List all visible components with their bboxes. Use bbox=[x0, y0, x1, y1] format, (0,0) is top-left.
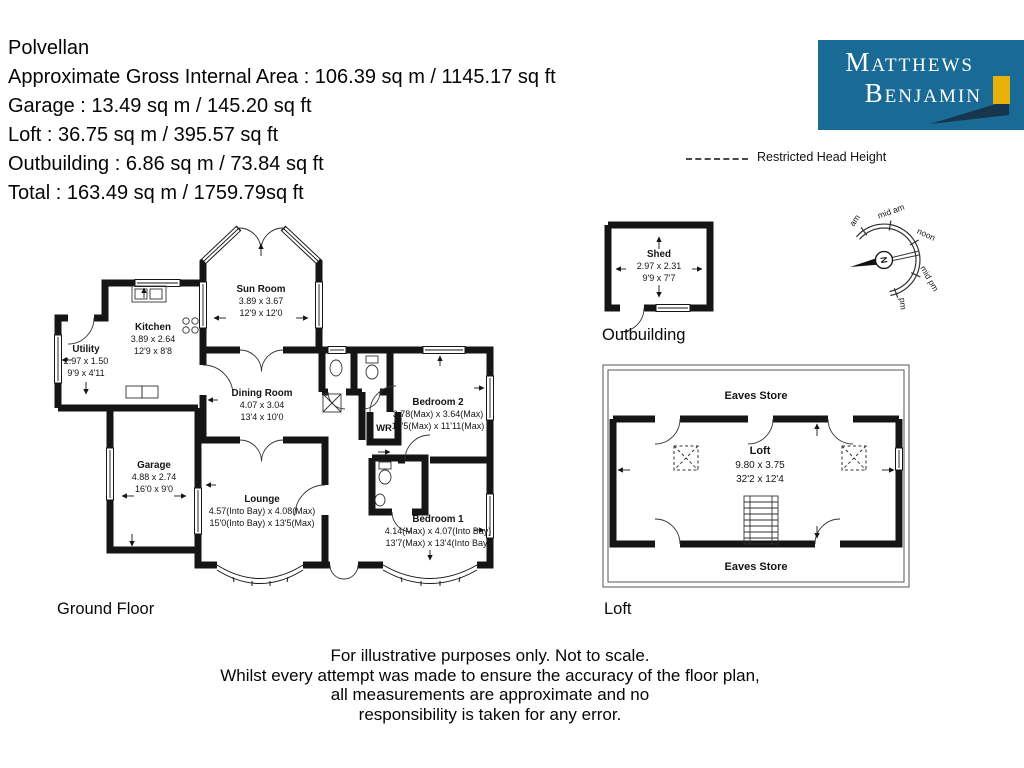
eaves-store-bottom-label: Eaves Store bbox=[724, 561, 788, 573]
svg-text:3.89 x 3.67: 3.89 x 3.67 bbox=[238, 296, 284, 306]
room-label-garage: Garage bbox=[137, 460, 171, 471]
room-label-shed: Shed bbox=[647, 249, 671, 260]
svg-text:9'9 x 7'7: 9'9 x 7'7 bbox=[642, 273, 676, 283]
logo-line-1: Matthews bbox=[845, 47, 974, 77]
svg-text:pm: pm bbox=[897, 297, 909, 311]
property-title: Polvellan bbox=[8, 37, 90, 59]
loft-caption: Loft bbox=[604, 600, 632, 618]
svg-text:4.88 x 2.74: 4.88 x 2.74 bbox=[131, 472, 177, 482]
svg-text:2.97 x 1.50: 2.97 x 1.50 bbox=[63, 356, 109, 366]
toilet-icon bbox=[366, 356, 378, 379]
basin-icon bbox=[330, 360, 342, 376]
loft-plan bbox=[600, 362, 912, 590]
svg-text:4.57(Into Bay) x 4.08(Max): 4.57(Into Bay) x 4.08(Max) bbox=[208, 506, 316, 516]
step-icon bbox=[126, 386, 142, 398]
svg-text:13'4 x 10'0: 13'4 x 10'0 bbox=[240, 412, 284, 422]
outbuilding-plan bbox=[598, 213, 728, 338]
eaves-store-top-label: Eaves Store bbox=[724, 390, 788, 402]
svg-text:15'0(Into Bay) x 13'5(Max): 15'0(Into Bay) x 13'5(Max) bbox=[209, 518, 315, 528]
restricted-head-height-label: Restricted Head Height bbox=[757, 150, 887, 164]
svg-text:9'9 x 4'11: 9'9 x 4'11 bbox=[67, 368, 105, 378]
svg-text:12'9 x 8'8: 12'9 x 8'8 bbox=[134, 346, 172, 356]
svg-text:am: am bbox=[847, 212, 863, 228]
svg-text:32'2 x 12'4: 32'2 x 12'4 bbox=[736, 474, 784, 485]
svg-text:3.78(Max) x 3.64(Max): 3.78(Max) x 3.64(Max) bbox=[392, 409, 484, 419]
room-label-dining-room: Dining Room bbox=[231, 388, 293, 399]
logo-door-icon bbox=[993, 76, 1010, 104]
toilet-icon bbox=[379, 462, 391, 484]
garage-area: Garage : 13.49 sq m / 145.20 sq ft bbox=[8, 95, 312, 117]
shed-window bbox=[656, 305, 690, 312]
restricted-head-height-dash-icon bbox=[686, 158, 748, 160]
total-area: Total : 163.49 sq m / 1759.79sq ft bbox=[8, 182, 304, 204]
basin-icon bbox=[375, 494, 385, 506]
svg-text:noon: noon bbox=[915, 225, 937, 243]
bay-windows bbox=[217, 565, 477, 586]
room-label-loft: Loft bbox=[749, 445, 771, 457]
svg-text:16'0 x 9'0: 16'0 x 9'0 bbox=[135, 484, 173, 494]
svg-text:mid am: mid am bbox=[876, 201, 906, 221]
loft-area: Loft : 36.75 sq m / 395.57 sq ft bbox=[8, 124, 279, 146]
gross-internal-area: Approximate Gross Internal Area : 106.39 sq m / 1145.17 sq ft bbox=[8, 66, 556, 88]
room-label-wr: WR bbox=[376, 423, 392, 434]
room-label-sun-room: Sun Room bbox=[236, 284, 286, 295]
step-icon bbox=[142, 386, 158, 398]
svg-text:12'5(Max) x 11'11(Max): 12'5(Max) x 11'11(Max) bbox=[391, 421, 485, 431]
room-label-bedroom-1: Bedroom 1 bbox=[412, 514, 464, 525]
logo-line-2: Benjamin bbox=[864, 78, 982, 108]
svg-text:2.97 x 2.31: 2.97 x 2.31 bbox=[636, 261, 682, 271]
outbuilding-caption: Outbuilding bbox=[602, 326, 686, 344]
compass-north-label: N bbox=[878, 255, 890, 265]
svg-text:4.07 x 3.04: 4.07 x 3.04 bbox=[239, 400, 285, 410]
matthews-benjamin-logo bbox=[818, 40, 1024, 130]
room-label-bedroom-2: Bedroom 2 bbox=[412, 397, 464, 408]
hob-icon bbox=[183, 318, 198, 333]
area-summary bbox=[8, 34, 556, 208]
room-label-utility: Utility bbox=[72, 344, 100, 355]
svg-text:9.80 x 3.75: 9.80 x 3.75 bbox=[735, 460, 785, 471]
shower-icon bbox=[323, 394, 341, 412]
kitchen-sink-icon bbox=[132, 286, 166, 302]
svg-text:mid pm: mid pm bbox=[918, 263, 941, 294]
room-label-lounge: Lounge bbox=[244, 494, 280, 505]
room-label-kitchen: Kitchen bbox=[135, 322, 171, 333]
svg-text:13'7(Max) x 13'4(Into Bay): 13'7(Max) x 13'4(Into Bay) bbox=[385, 538, 491, 548]
svg-text:3.89 x 2.64: 3.89 x 2.64 bbox=[130, 334, 176, 344]
ground-floor-caption: Ground Floor bbox=[57, 600, 155, 618]
disclaimer: For illustrative purposes only. Not to scale. Whilst every attempt was made to ensure the accuracy of the floor plan, all measurements are approximate and no responsibility is taken for any error. bbox=[220, 646, 760, 724]
compass-icon bbox=[826, 198, 946, 318]
outbuilding-area: Outbuilding : 6.86 sq m / 73.84 sq ft bbox=[8, 153, 324, 175]
stairs-icon bbox=[744, 496, 778, 544]
svg-text:12'9 x 12'0: 12'9 x 12'0 bbox=[239, 308, 283, 318]
loft-window bbox=[896, 448, 903, 470]
ground-floor-plan bbox=[40, 200, 520, 600]
svg-text:4.14(Max) x 4.07(Into Bay): 4.14(Max) x 4.07(Into Bay) bbox=[384, 526, 492, 536]
